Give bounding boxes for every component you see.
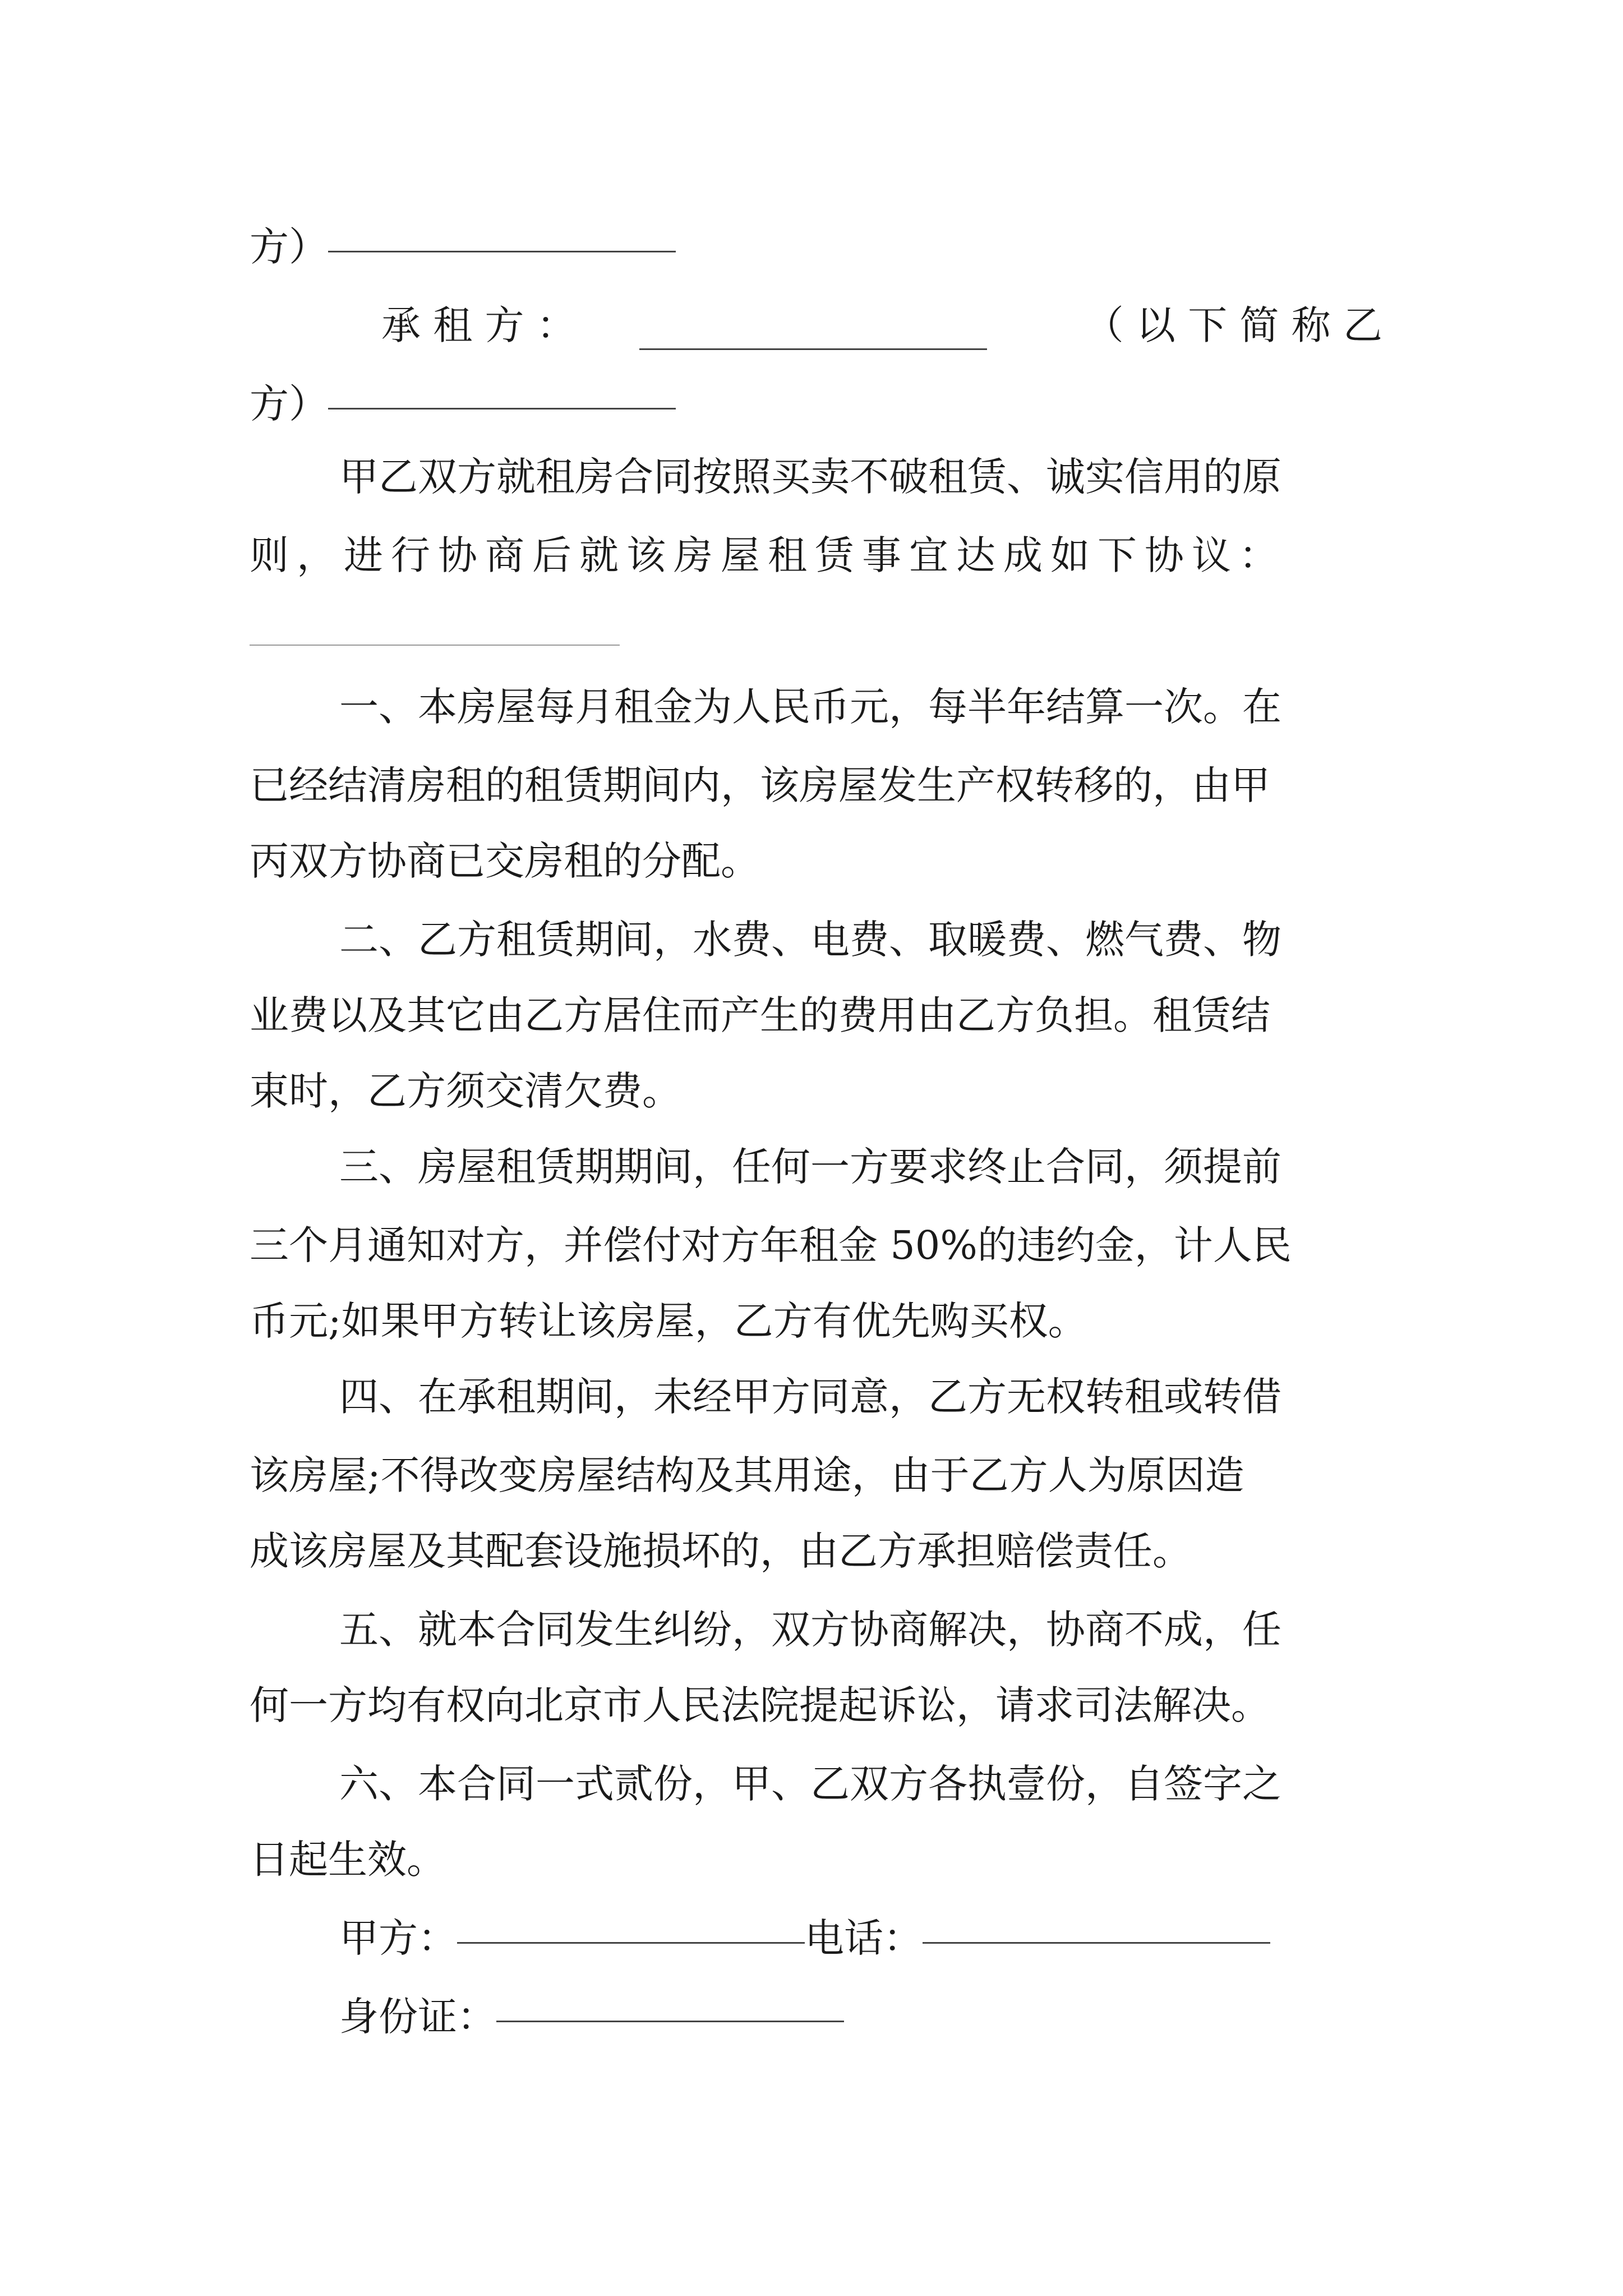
clause-1-line-1: 一、本房屋每月租金为人民币元，每半年结算一次。在: [339, 684, 1281, 730]
party-a-line: [339, 1899, 1382, 1977]
clause-1-line-2: 已经结清房租的租赁期间内，该房屋发生产权转移的，由甲: [250, 762, 1270, 808]
tenant-label: 承 租 方 ：: [381, 302, 576, 348]
line-prefix: 方）: [250, 224, 328, 270]
landlord-line-end: [250, 208, 1382, 286]
clause-3-line-1: 三、房屋租赁期期间，任何一方要求终止合同，须提前: [339, 1144, 1281, 1190]
clause-1-line-3: 丙双方协商已交房租的分配。: [250, 838, 760, 884]
tenant-line: [250, 286, 1382, 365]
intro-line-1: 甲乙双方就租房合同按照买卖不破租赁、诚实信用的原: [339, 454, 1281, 500]
clause-6-line-1: 六、本合同一式贰份，甲、乙双方各执壹份，自签字之: [339, 1761, 1281, 1807]
id-blank[interactable]: [496, 2020, 844, 2022]
party-a-label: 甲方：: [339, 1915, 457, 1961]
party-a-blank[interactable]: [457, 1941, 805, 1944]
clause-3-line-2: 三个月通知对方，并偿付对方年租金 50%的违约金，计人民: [250, 1222, 1292, 1268]
clause-3-line-3: 币元;如果甲方转让该房屋，乙方有优先购买权。: [250, 1298, 1087, 1344]
tenant-blank[interactable]: [639, 348, 987, 350]
intro-line-2: 则，进行协商后就该房屋租赁事宜达成如下协议：: [250, 532, 1286, 578]
divider-rule: [250, 645, 620, 646]
clause-5-line-2: 何一方均有权向北京市人民法院提起诉讼，请求司法解决。: [250, 1682, 1270, 1728]
tenant-suffix: （ 以 下 简 称 乙: [1084, 302, 1382, 348]
line-prefix: 方）: [250, 381, 328, 427]
tenant-blank-2[interactable]: [328, 407, 676, 409]
clause-4-line-2: 该房屋;不得改变房屋结构及其用途，由于乙方人为原因造: [250, 1452, 1244, 1498]
id-label: 身份证：: [339, 1994, 496, 2040]
phone-label: 电话：: [805, 1915, 923, 1961]
clause-2-line-3: 束时，乙方须交清欠费。: [250, 1068, 681, 1114]
phone-blank[interactable]: [923, 1941, 1270, 1944]
id-line: [339, 1977, 1382, 2056]
tenant-line-end: [250, 365, 1382, 443]
clause-4-line-1: 四、在承租期间，未经甲方同意，乙方无权转租或转借: [339, 1374, 1281, 1420]
clause-2-line-1: 二、乙方租赁期间，水费、电费、取暖费、燃气费、物: [339, 917, 1281, 963]
landlord-blank[interactable]: [328, 250, 676, 252]
clause-2-line-2: 业费以及其它由乙方居住而产生的费用由乙方负担。租赁结: [250, 992, 1270, 1038]
clause-6-line-2: 日起生效。: [250, 1837, 446, 1883]
clause-4-line-3: 成该房屋及其配套设施损坏的，由乙方承担赔偿责任。: [250, 1528, 1192, 1574]
clause-5-line-1: 五、就本合同发生纠纷，双方协商解决，协商不成，任: [339, 1607, 1281, 1653]
